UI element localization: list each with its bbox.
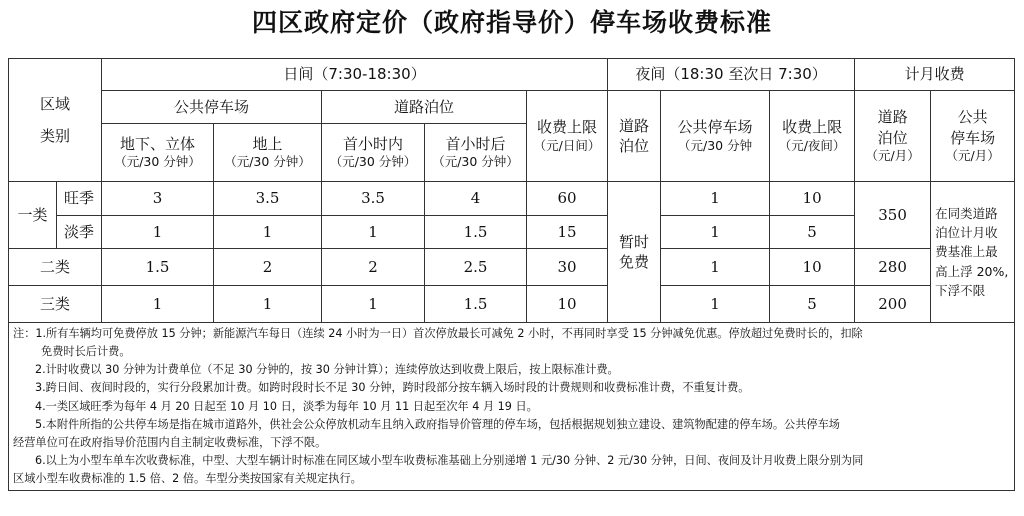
night-road-header: 道路 泊位 [608,91,661,182]
note-line: 5.本附件所指的公共停车场是指在城市道路外，供社会公众停放机动车且纳入政府指导价管理的停车场，包括根据规划独立建设、建筑物配建的停车场。公共停车场 [35,417,840,431]
night-road-free: 暂时 免费 [608,182,661,323]
monthly-road-class2: 280 [855,249,931,286]
off-label: 淡季 [57,216,102,249]
monthly-header: 计月收费 [855,59,1015,91]
note-line: 3.跨日间、夜间时段的，实行分段累加计费。如跨时段时长不足 30 分钟，跨时段部分按车辆入场时段的计费规则和收费标准计费，不重复计费。 [35,381,750,395]
cell: 3.5 [322,182,425,216]
cell: 2 [322,249,425,286]
first-hour-header: 首小时内 （元/30 分钟） [322,124,425,182]
cell: 10 [770,249,855,286]
note-line: 4.一类区域旺季为每年 4 月 20 日起至 10 月 10 日，淡季为每年 10 月 11 日起至次年 4 月 19 日。 [35,399,538,413]
cell: 2 [214,249,322,286]
notes [9,323,1015,491]
night-header: 夜间（18:30 至次日 7:30） [608,59,855,91]
class1-label: 一类 [9,182,57,249]
page-title: 四区政府定价（政府指导价）停车场收费标准 [251,8,772,37]
cell: 10 [527,286,608,323]
class3-label: 三类 [9,286,102,323]
note-line: 区域小型车收费标准的 1.5 倍、2 倍。车型分类按国家有关规定执行。 [13,472,362,486]
cell: 1 [661,182,770,216]
day-header: 日间（7:30-18:30） [102,59,608,91]
cell: 1 [214,286,322,323]
cell: 1.5 [425,216,527,249]
cap-night-header: 收费上限 （元/夜间） [770,91,855,182]
cell: 1.5 [425,286,527,323]
underground-header: 地下、立体 （元/30 分钟） [102,124,214,182]
cell: 4 [425,182,527,216]
road-parking-header: 道路泊位 [322,91,527,124]
monthly-road-class3: 200 [855,286,931,323]
cell: 1.5 [102,249,214,286]
cell: 1 [102,216,214,249]
note-line: 6.以上为小型车单车次收费标准，中型、大型车辆计时标准在同区域小型车收费标准基础上分别递增 1 元/30 分钟、2 元/30 分钟，日间、夜间及计月收费上限分别为同 [35,453,864,467]
class2-label: 二类 [9,249,102,286]
note-line: 免费时长后计费。 [41,345,131,359]
table-row [9,249,1015,286]
night-public-header: 公共停车场 （元/30 分钟 [661,91,770,182]
region-category-header: 区域 类别 [9,59,102,182]
monthly-public-header: 公共 停车场 （元/月） [931,91,1015,182]
cell: 1 [102,286,214,323]
after-first-hour-header: 首小时后 （元/30 分钟） [425,124,527,182]
cell: 2.5 [425,249,527,286]
table-row [9,182,1015,216]
note-line: 2.计时收费以 30 分钟为计费单位（不足 30 分钟的，按 30 分钟计算）；连续停放达到收费上限后，按上限标准计费。 [35,363,619,377]
public-parking-header: 公共停车场 [102,91,322,124]
cell: 1 [661,216,770,249]
cell: 5 [770,286,855,323]
cell: 5 [770,216,855,249]
cell: 1 [661,249,770,286]
cap-day-header: 收费上限 （元/日间） [527,91,608,182]
note-line: 经营单位可在政府指导价范围内自主制定收费标准，下浮不限。 [13,435,327,449]
monthly-road-header: 道路 泊位 （元/月） [855,91,931,182]
table-row [9,286,1015,323]
cell: 3 [102,182,214,216]
peak-label: 旺季 [57,182,102,216]
cell: 10 [770,182,855,216]
ground-header: 地上 （元/30 分钟） [214,124,322,182]
fee-table [8,58,1015,491]
cell: 1 [661,286,770,323]
cell: 30 [527,249,608,286]
cell: 15 [527,216,608,249]
cell: 60 [527,182,608,216]
cell: 1 [214,216,322,249]
monthly-public-note: 在同类道路 泊位计月收 费基准上最 高上浮 20%, 下浮不限 [931,182,1015,323]
cell: 1 [322,216,425,249]
cell: 1 [322,286,425,323]
cell: 3.5 [214,182,322,216]
note-line: 注：1.所有车辆均可免费停放 15 分钟；新能源汽车每日（连续 24 小时为一日）首次停放最长可减免 2 小时，不再同时享受 15 分钟减免优惠。停放超过免费时长的，扣除 [13,327,863,340]
monthly-road-class1: 350 [855,182,931,249]
